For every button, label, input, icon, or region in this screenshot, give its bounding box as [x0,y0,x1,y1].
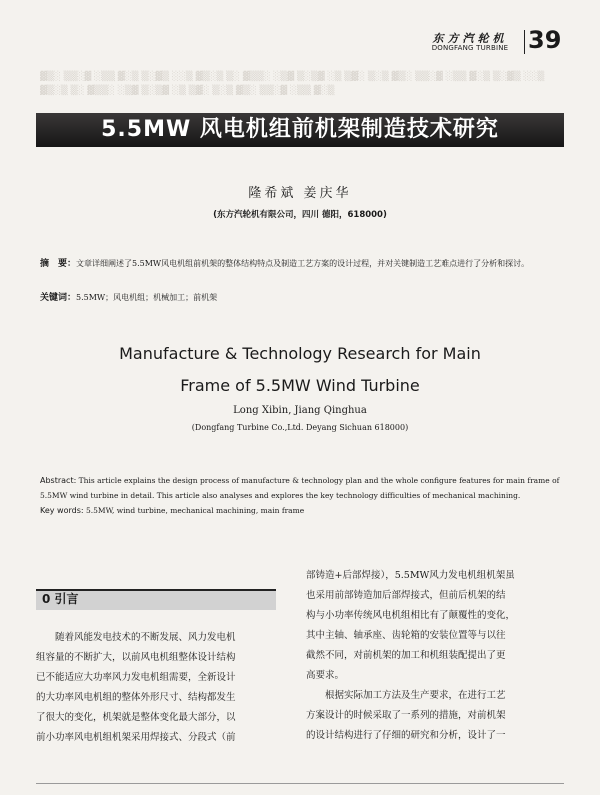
paper-title-cn: 5.5MW 风电机组前机架制造技术研究 [101,117,499,142]
body-line: 已不能适应大功率风力发电机组需要，全新设计 [36,672,236,683]
paper-title-en-line1: Manufacture & Technology Research for Main [119,344,481,363]
body-line: 的大功率风电机组的整体外形尺寸、结构都发生 [36,692,236,703]
keywords-cn-text: 5.5MW；风电机组；机械加工；前机架 [76,293,218,302]
keywords-en-label: Key words: [40,506,84,515]
affiliation-cn: (东方汽轮机有限公司，四川 德阳，618000) [213,210,387,220]
body-line: 也采用前部铸造加后部焊接式，但前后机架的结 [306,590,506,601]
keywords-en-text: 5.5MW, wind turbine, mechanical machining, main frame [85,506,305,515]
journal-name-cn: 东方汽轮机 [432,32,508,45]
body-line: 构与小功率传统风电机组相比有了颠覆性的变化， [306,610,516,621]
keywords-cn [40,290,560,303]
footer-rule [36,783,564,784]
abstract-cn-text: 文章详细阐述了5.5MW风电机组前机架的整体结构特点及制造工艺方案的设计过程，并对关键制造工艺难点进行了分析和探讨。 [76,259,530,268]
page-number: 39 [528,26,562,54]
body-column-left [36,628,276,748]
abstract-en-label: Abstract: [40,476,77,485]
keywords-en [40,506,560,515]
body-line: 其中主轴、轴承座、齿轮箱的安装位置等与以往 [306,630,506,641]
abstract-en [40,473,560,503]
abstract-en-text: This article explains the design process of manufacture & technology plan and the whole configure features for main frame of 5.5MW wind turbine in detail. This article also analyses and explores the key technology difficulties of mechanical machining. [40,476,560,500]
paper-title-en-line2: Frame of 5.5MW Wind Turbine [180,376,420,395]
body-line: 组容量的不断扩大，以前风电机组整体设计结构 [36,652,236,663]
abstract-cn [40,256,560,272]
authors-en: Long Xibin, Jiang Qinghua [233,405,367,416]
abstract-cn-label: 摘 要： [40,259,77,269]
affiliation-en: (Dongfang Turbine Co.,Ltd. Deyang Sichuan 618000) [191,423,409,432]
authors-cn: 隆希斌 姜庆华 [248,186,352,201]
body-line: 的设计结构进行了仔细的研究和分析，设计了一 [306,730,506,741]
body-line: 部铸造+后部焊接），5.5MW风力发电机组机架虽 [306,570,515,581]
body-line: 随着风能发电技术的不断发展、风力发电机 [55,632,236,643]
body-line: 根据实际加工方法及生产要求，在进行工艺 [325,690,506,701]
header-divider [524,30,525,54]
bleed-through-texture: ▓▒░ ▒▒░▓ ░▒▒ ▓░▒ ▒░▓▒ ░░▒ ▓▒░▒ ▒░ ▓▒▒░ ░▒▓ ▒░▒▓ ░▒ ▒▓░ ▒░▒ ▓▒░ ▒▒░▓ ░▒▒ ▓░▒ ▒░▓▒ ░░▒ ▓▒░▒ ▒░ ▓▒▒░ ░▒▓ ▒░▒▓ ░▒ ▒▓░ ▒░▒ ▓▒░ ▒▒░▓ ░▒▒ ▓░▒ [40,72,545,96]
keywords-cn-label: 关键词： [40,293,77,303]
journal-name-en: DONGFANG TURBINE [431,44,509,52]
section-title: 0 引言 [42,592,79,606]
body-line: 高要求。 [306,670,345,681]
body-line: 截然不同，对前机架的加工和机组装配提出了更 [306,650,506,661]
body-line: 了很大的变化，机架就是整体变化最大部分，以 [36,712,236,723]
body-line: 前小功率风电机组机架采用焊接式、分段式（前 [36,732,236,743]
body-column-right [306,566,564,746]
body-line: 方案设计的时候采取了一系列的措施，对前机架 [306,710,506,721]
